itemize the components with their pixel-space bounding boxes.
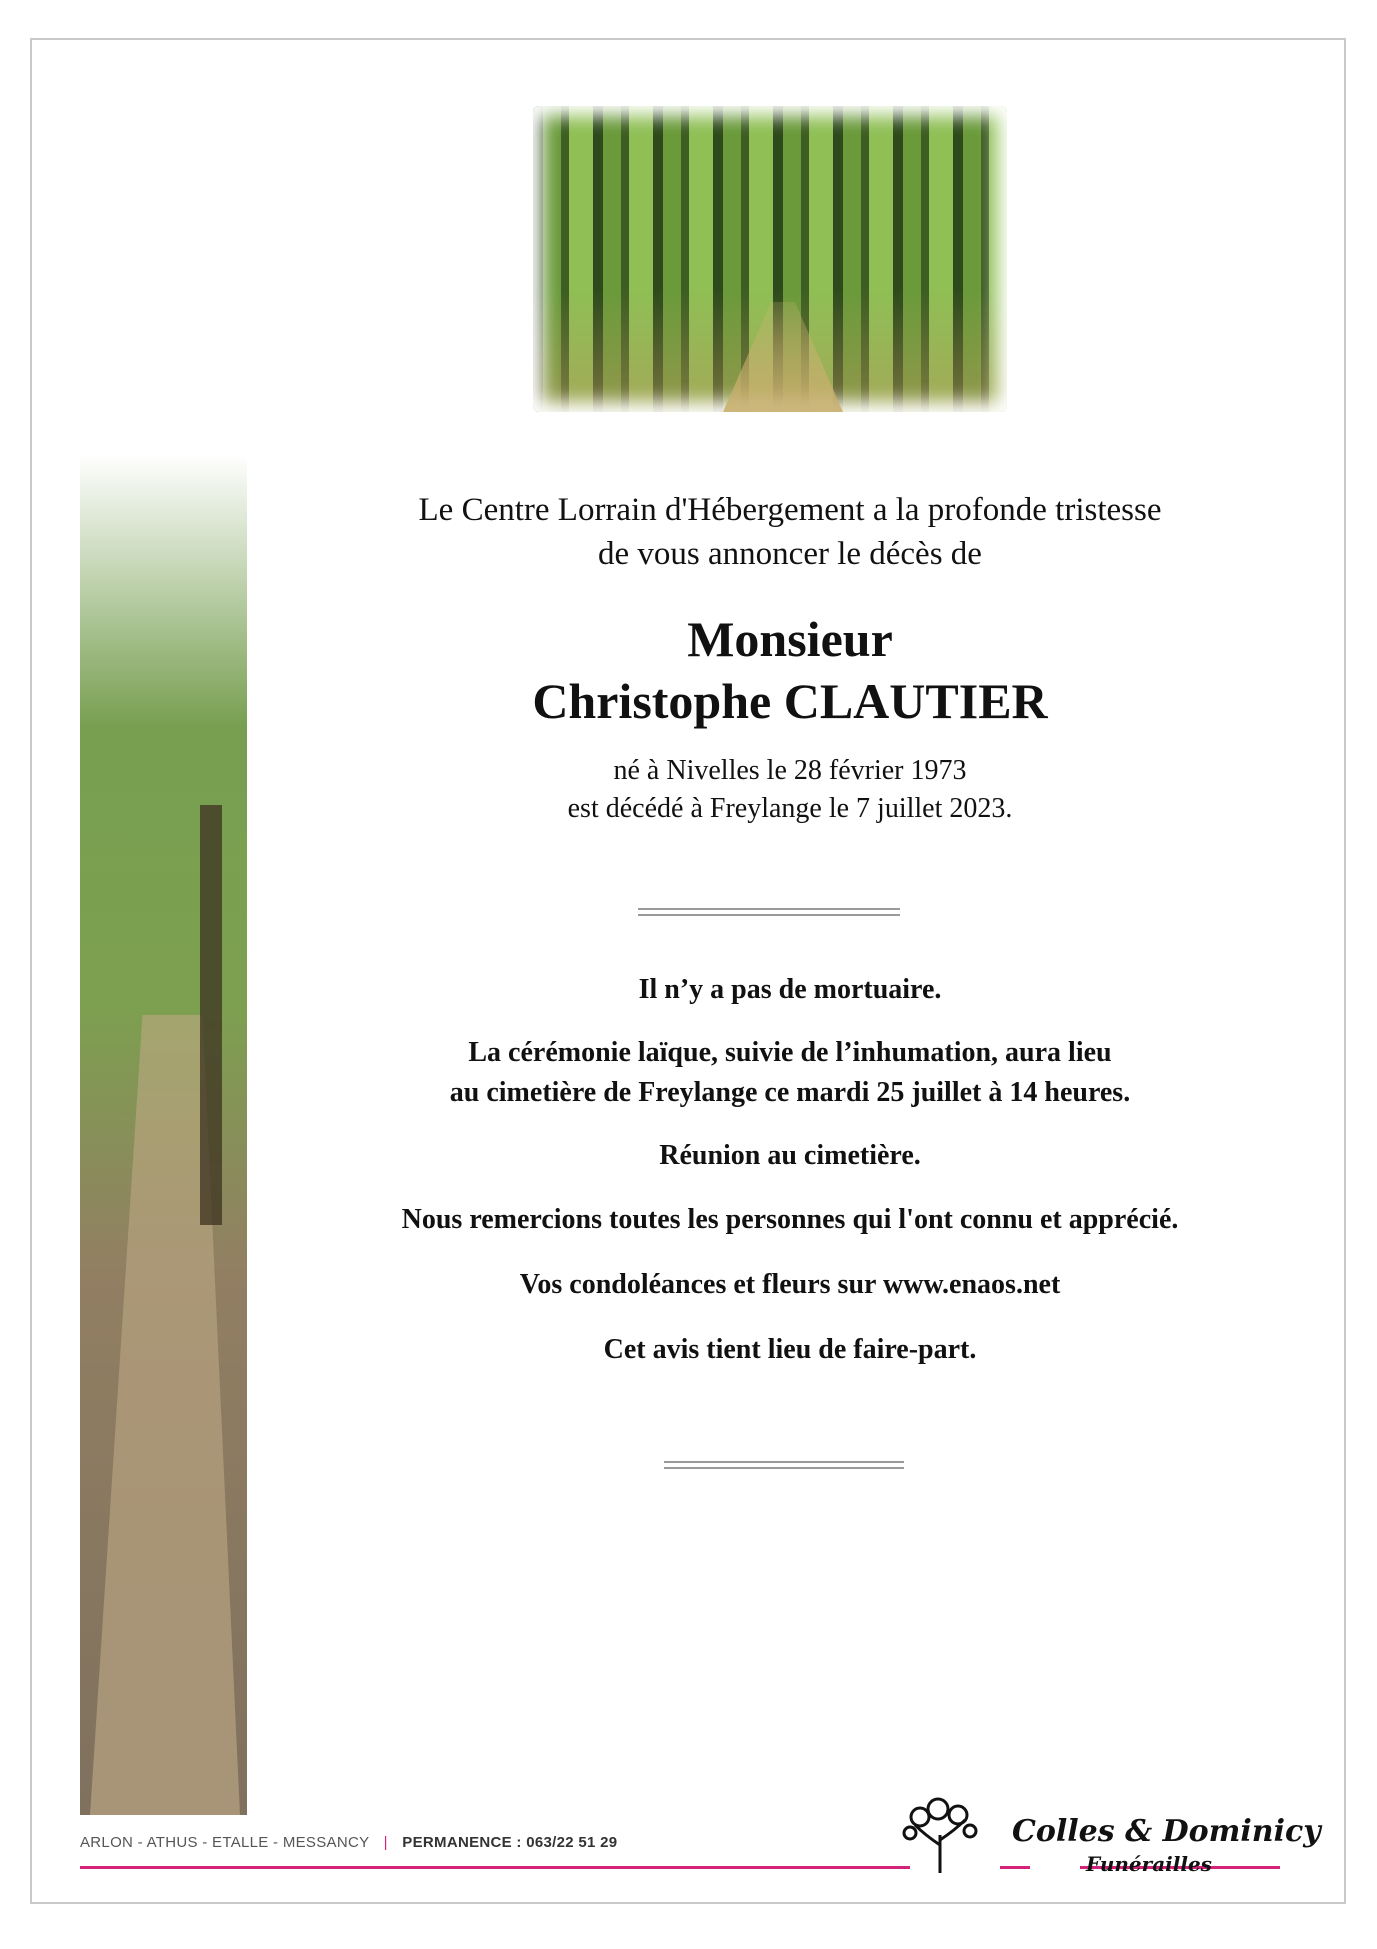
footer-permanence: PERMANENCE : 063/22 51 29 <box>402 1834 618 1851</box>
intro-line-1: Le Centre Lorrain d'Hébergement a la profonde tristesse <box>418 492 1162 528</box>
birth-line: né à Nivelles le 28 février 1973 <box>613 755 967 786</box>
brand-subtitle: Funérailles <box>1086 1852 1212 1876</box>
separator-top <box>638 908 900 916</box>
ceremony-text <box>300 1033 1280 1113</box>
meeting-text: Réunion au cimetière. <box>659 1140 921 1171</box>
deceased-name-block <box>300 608 1280 732</box>
intro-line-2: de vous annoncer le décès de <box>598 536 982 572</box>
tree-icon <box>890 1795 990 1875</box>
forest-path <box>723 302 843 412</box>
thanks-text: Nous remercions toutes les personnes qui l'ont connu et apprécié. <box>401 1204 1179 1235</box>
forest-photo-top <box>533 106 1007 412</box>
condolences-text: Vos condoléances et fleurs sur www.enaos.net <box>519 1269 1061 1300</box>
footer-separator: | <box>383 1834 388 1851</box>
honorific: Monsieur <box>687 611 893 667</box>
footer-accent-line <box>80 1866 910 1869</box>
forest-photo-left <box>80 455 247 1815</box>
mortuary-text: Il n’y a pas de mortuaire. <box>638 974 942 1005</box>
dates-block <box>300 752 1280 828</box>
footer-locations: ARLON - ATHUS - ETALLE - MESSANCY <box>80 1834 370 1851</box>
death-line: est décédé à Freylange le 7 juillet 2023. <box>567 793 1013 824</box>
footer-contact <box>80 1834 617 1851</box>
separator-bottom <box>664 1461 904 1469</box>
tree-trunk <box>200 805 222 1225</box>
notice-text: Cet avis tient lieu de faire-part. <box>603 1334 977 1365</box>
ceremony-line-1: La cérémonie laïque, suivie de l’inhumation, aura lieu <box>468 1037 1112 1068</box>
intro-text <box>300 488 1280 576</box>
deceased-name: Christophe CLAUTIER <box>532 673 1048 729</box>
footer-accent-line-mid <box>1000 1866 1030 1869</box>
brand-name: Colles & Dominicy <box>1012 1814 1321 1849</box>
ceremony-line-2: au cimetière de Freylange ce mardi 25 juillet à 14 heures. <box>449 1077 1131 1108</box>
